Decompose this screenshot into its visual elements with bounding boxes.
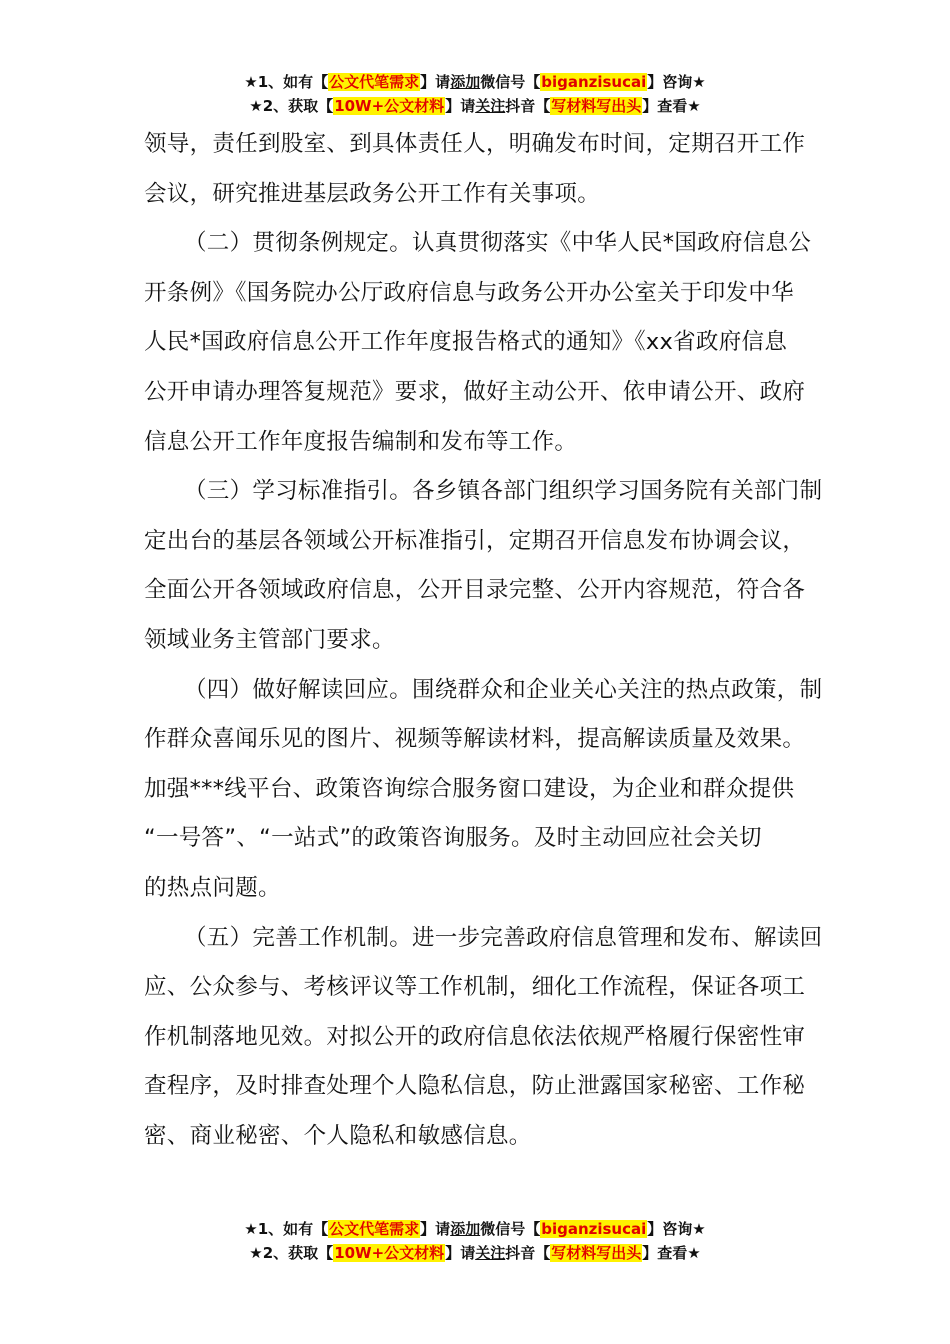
banner-text: ★1、如有【	[244, 1220, 329, 1238]
body-line: 查程序，及时排查处理个人隐私信息，防止泄露国家秘密、工作秘	[144, 1073, 806, 1100]
banner-text: 微信号【	[480, 73, 541, 91]
banner-text: 】查看★	[642, 1244, 701, 1262]
banner-text: 】请	[420, 73, 451, 91]
banner-line-2	[0, 94, 950, 118]
banner-text: ★2、获取【	[249, 97, 334, 115]
banner-text: 抖音【	[505, 97, 551, 115]
body-line: “一号答”、“一站式”的政策咨询服务。及时主动回应社会关切	[144, 825, 762, 852]
banner-line-1	[0, 1217, 950, 1241]
banner-text: 】请	[445, 97, 476, 115]
document-body	[144, 120, 823, 1161]
highlight-service: 公文代笔需求	[329, 73, 420, 91]
banner-line-1	[0, 70, 950, 94]
highlight-materials: 10W+公文材料	[334, 97, 445, 115]
header-banner	[0, 70, 950, 118]
highlight-service: 公文代笔需求	[329, 1220, 420, 1238]
body-line: （四）做好解读回应。围绕群众和企业关心关注的热点政策，制	[184, 676, 823, 703]
banner-text: 】查看★	[642, 97, 701, 115]
highlight-materials: 10W+公文材料	[334, 1244, 445, 1262]
body-line: 定出台的基层各领域公开标准指引，定期召开信息发布协调会议，	[144, 527, 806, 554]
body-line: （二）贯彻条例规定。认真贯彻落实《中华人民*国政府信息公	[184, 230, 812, 257]
banner-text: 】咨询★	[647, 1220, 706, 1238]
body-line: 作机制落地见效。对拟公开的政府信息依法依规严格履行保密性审	[144, 1023, 806, 1050]
highlight-douyin-account: 写材料写出头	[551, 1244, 642, 1262]
highlight-wechat-id: biganzisucai	[541, 73, 647, 91]
body-line: 开条例》《国务院办公厅政府信息与政务公开办公室关于印发中华	[144, 279, 794, 306]
banner-text: 微信号【	[480, 1220, 541, 1238]
banner-line-2	[0, 1241, 950, 1265]
banner-text-underlined: 添加	[450, 1220, 481, 1238]
banner-text: 】请	[420, 1220, 451, 1238]
body-line: 全面公开各领域政府信息，公开目录完整、公开内容规范，符合各	[144, 577, 806, 604]
banner-text: ★1、如有【	[244, 73, 329, 91]
footer-banner	[0, 1217, 950, 1265]
body-line: （三）学习标准指引。各乡镇各部门组织学习国务院有关部门制	[184, 478, 823, 505]
body-line: 加强***线平台、政策咨询综合服务窗口建设，为企业和群众提供	[144, 775, 795, 802]
banner-text-underlined: 关注	[475, 97, 506, 115]
body-line: 会议，研究推进基层政务公开工作有关事项。	[144, 180, 601, 207]
body-line: 人民*国政府信息公开工作年度报告格式的通知》《xx省政府信息	[144, 329, 788, 356]
body-line: （五）完善工作机制。进一步完善政府信息管理和发布、解读回	[184, 924, 823, 951]
highlight-douyin-account: 写材料写出头	[551, 97, 642, 115]
body-line: 信息公开工作年度报告编制和发布等工作。	[144, 428, 578, 455]
banner-text: ★2、获取【	[249, 1244, 334, 1262]
banner-text: 抖音【	[505, 1244, 551, 1262]
body-line: 领导，责任到股室、到具体责任人，明确发布时间，定期召开工作	[144, 131, 806, 157]
banner-text-underlined: 添加	[450, 73, 481, 91]
body-line: 公开申请办理答复规范》要求，做好主动公开、依申请公开、政府	[144, 378, 806, 405]
body-line: 应、公众参与、考核评议等工作机制，细化工作流程，保证各项工	[144, 974, 806, 1001]
banner-text-underlined: 关注	[475, 1244, 506, 1262]
body-line: 密、商业秘密、个人隐私和敏感信息。	[144, 1122, 532, 1149]
highlight-wechat-id: biganzisucai	[541, 1220, 647, 1238]
body-line: 领域业务主管部门要求。	[144, 626, 395, 653]
banner-text: 】请	[445, 1244, 476, 1262]
body-line: 作群众喜闻乐见的图片、视频等解读材料，提高解读质量及效果。	[144, 726, 806, 753]
banner-text: 】咨询★	[647, 73, 706, 91]
body-line: 的热点问题。	[144, 874, 281, 901]
